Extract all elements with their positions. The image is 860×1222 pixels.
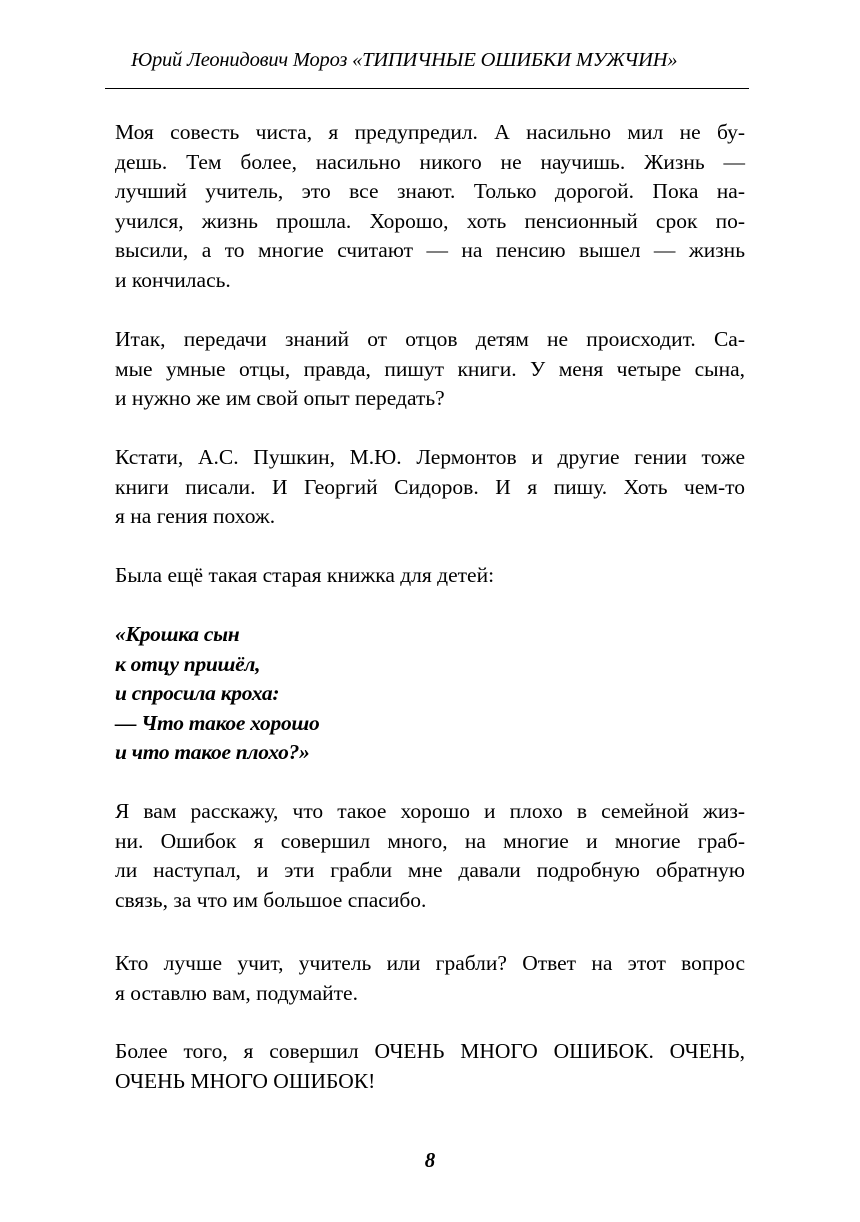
text-line: Более того, я совершил ОЧЕНЬ МНОГО ОШИБОК. ОЧЕНЬ, — [115, 1039, 745, 1063]
text-line: учился, жизнь прошла. Хорошо, хоть пенсионный срок по- — [115, 208, 745, 233]
paragraph — [115, 561, 745, 591]
text-line: лучший учитель, это все знают. Только дорогой. Пока на- — [115, 179, 745, 204]
text-line: и кончилась. — [115, 267, 231, 292]
paragraph — [115, 325, 745, 414]
text-line: я на гения похож. — [115, 504, 276, 529]
paragraph — [115, 443, 745, 532]
text-line: книги писали. И Георгий Сидоров. И я пишу. Хоть чем-то — [115, 474, 745, 499]
paragraph — [115, 949, 745, 1008]
text-line: Кто лучше учит, учитель или грабли? Ответ на этот вопрос — [115, 951, 745, 975]
paragraph — [115, 1037, 745, 1096]
text-line: ни. Ошибок я совершил много, на многие и многие граб- — [115, 828, 745, 853]
page-number: 8 — [424, 1148, 436, 1172]
text-line: Кстати, А.С. Пушкин, М.Ю. Лермонтов и другие гении тоже — [115, 445, 745, 469]
poem-line: и спросила кроха: — [115, 681, 280, 706]
text-line: высили, а то многие считают — на пенсию вышел — жизнь — [115, 238, 745, 263]
text-line: ли наступал, и эти грабли мне давали подробную обратную — [115, 858, 745, 883]
paragraph — [115, 797, 745, 915]
text-line: Я вам расскажу, что такое хорошо и плохо в семейной жиз- — [115, 799, 745, 823]
text-line: Моя совесть чиста, я предупредил. А насильно мил не бу- — [115, 120, 745, 144]
text-line: связь, за что им большое спасибо. — [115, 887, 427, 912]
text-line: Была ещё такая старая книжка для детей: — [115, 563, 495, 587]
poem-line: «Крошка сын — [115, 622, 240, 646]
text-line: дешь. Тем более, насильно никого не научишь. Жизнь — — [115, 149, 745, 174]
text-line: и нужно же им свой опыт передать? — [115, 386, 445, 411]
text-line: мые умные отцы, правда, пишут книги. У меня четыре сына, — [115, 356, 745, 381]
text-line: ОЧЕНЬ МНОГО ОШИБОК! — [115, 1068, 376, 1093]
text-line: я оставлю вам, подумайте. — [115, 980, 358, 1005]
poem-quote — [115, 620, 745, 768]
poem-line: к отцу пришёл, — [115, 651, 261, 676]
poem-line: — Что такое хорошо — [115, 710, 320, 735]
running-header: Юрий Леонидович Мороз «ТИПИЧНЫЕ ОШИБКИ МУЖЧИН» — [131, 49, 678, 71]
paragraph — [115, 118, 745, 296]
text-line: Итак, передачи знаний от отцов детям не происходит. Са- — [115, 327, 745, 351]
header-divider — [105, 88, 749, 89]
poem-line: и что такое плохо?» — [115, 740, 310, 765]
